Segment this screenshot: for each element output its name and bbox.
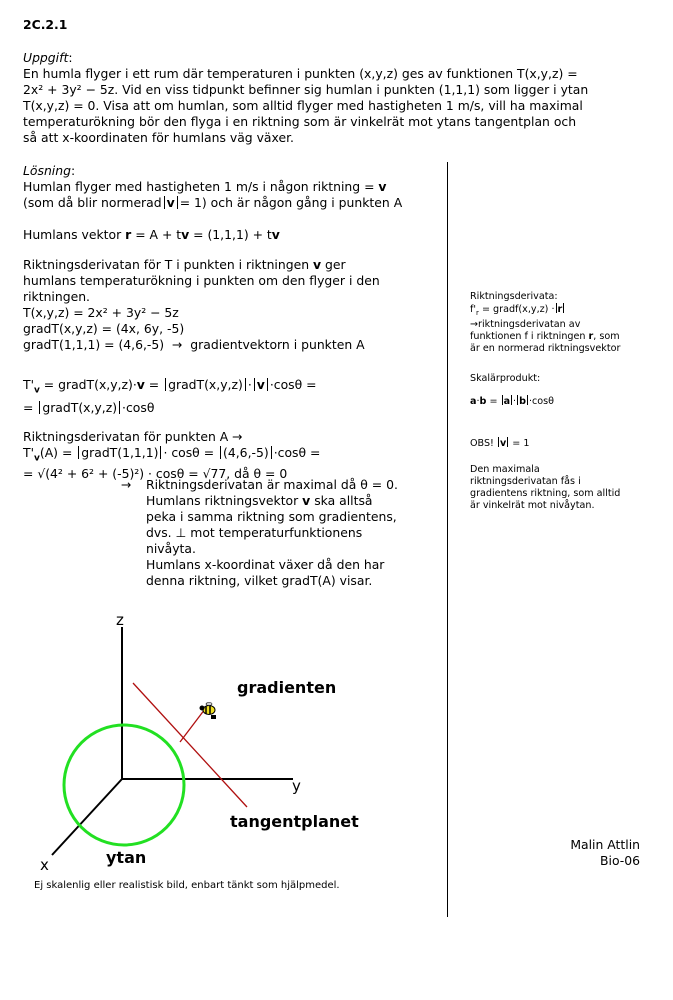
task-line: Vid en viss tidpunkt befinner sig humlan i punkten (1,1,1) som ligger i ytan	[122, 82, 589, 97]
sidebar-obs: OBS! v = 1	[470, 438, 530, 449]
gradient-formula: gradT(x,y,z) = (4x, 6y, -5)	[23, 321, 185, 336]
task-line: så att x-koordinaten för humlans väg växer.	[23, 130, 294, 145]
task-line: temperaturökning bör den flyga i en riktning som är vinkelrät mot ytans tangentplan och	[23, 114, 577, 129]
figure-caption: Ej skalenlig eller realistisk bild, enbart tänkt som hjälpmedel.	[34, 880, 340, 891]
solution-line: Humlan flyger med hastigheten 1 m/s i någon riktning = v	[23, 179, 387, 194]
gradient-at-point: gradT(1,1,1) = (4,6,-5) → gradientvektorn i punkten A	[23, 337, 365, 352]
axis-y-label: y	[292, 777, 301, 795]
figure-diagram	[20, 605, 370, 895]
task-line: T(x,y,z) = 0. Visa att om humlan, som alltid flyger med hastigheten 1 m/s, vill ha maximal	[23, 98, 583, 113]
derivative-section: Riktningsderivatan för T i punkten i riktningen v ger humlans temperaturökning i punkten om den flyger i den riktningen. T(x,y,z) = 2x² + 3y² − 5z gradT(x,y,z) = (4x, 6y, -5) gradT(1,1,1) = (4,6,-5) → gradientvektorn i punkten A	[23, 257, 380, 352]
tangent-plane-label: tangentplanet	[230, 812, 359, 831]
axis-z-label: z	[116, 611, 124, 629]
sidebar-directional-derivative: Riktningsderivata: $f'_r$ = gradf(x,y,z) · r →riktningsderivatan av funktionen f i riktningen r, som är en normerad riktningsvektor	[470, 291, 621, 354]
gradient-label: gradienten	[237, 678, 337, 697]
conclusion: Riktningsderivatan är maximal då θ = 0. Humlans riktningsvektor v ska alltså peka i samma riktning som gradientens, dvs. ⊥ mot temperaturfunktionens nivåyta. Humlans x-koordinat växer då den har denna riktning, vilket gradT(A) visar.	[146, 477, 398, 588]
sidebar-maximum: Den maximala riktningsderivatan fås i gradientens riktning, som alltid är vinkelrät mot nivåytan.	[470, 464, 621, 511]
tangent-plane-line	[133, 683, 247, 807]
author-name: Malin Attlin	[570, 837, 640, 852]
point-derivative: Riktningsderivatan för punkten A → $T'_v(A)$ = gradT(1,1,1) · cosθ = (4,6,-5) ·cosθ = = √(4² + 6² + (-5)²) · cosθ = √77, då θ = 0	[23, 429, 321, 482]
temperature-function: T(x,y,z) = 2x² + 3y² − 5z	[23, 305, 179, 320]
axis-x-label: x	[40, 856, 49, 874]
author-class: Bio-06	[600, 853, 640, 868]
vector-equation: Humlans vektor r = A + tv = (1,1,1) + tv	[23, 227, 280, 242]
task-formula: 2x² + 3y² − 5z.	[23, 82, 119, 97]
conclusion-arrow: →	[121, 477, 132, 492]
gradient-line	[180, 709, 205, 742]
solution-section: Lösning: Humlan flyger med hastigheten 1 m/s i någon riktning = v (som då blir normerad v = 1) och är någon gång i punkten A Humlans vektor r = A + tv = (1,1,1) + tv	[23, 163, 403, 242]
solution-heading: Lösning	[23, 163, 71, 178]
bumblebee-icon	[200, 703, 217, 720]
dot-product-equation: $T'_v$ = gradT(x,y,z)·v = gradT(x,y,z) · v ·cosθ = = gradT(x,y,z) ·cosθ	[23, 377, 317, 416]
surface-circle	[64, 725, 184, 845]
surface-label: ytan	[106, 848, 147, 867]
solution-line: (som då blir normerad v = 1) och är någon gång i punkten A	[23, 195, 403, 210]
author-block	[570, 837, 640, 869]
task-line: En humla flyger i ett rum där temperaturen i punkten (x,y,z) ges av funktionen T(x,y,z) =	[23, 66, 578, 81]
task-heading: Uppgift	[23, 50, 69, 65]
task-section: Uppgift: En humla flyger i ett rum där temperaturen i punkten (x,y,z) ges av funktionen T(x,y,z) = 2x² + 3y² − 5z. Vid en viss tidpunkt befinner sig humlan i punkten (1,1,1) som ligger i ytan T(x,y,z) = 0. Visa att om humlan, som alltid flyger med hastigheten 1 m/s, vill ha maximal temperaturökning bör den flyga i en riktning som är vinkelrät mot ytans tangentplan och så att x-koordinaten för humlans väg växer.	[23, 50, 589, 145]
page-title: 2C.2.1	[23, 17, 68, 32]
sidebar-scalar-product: Skalärprodukt: a·b = a · b ·cosθ	[470, 373, 555, 407]
column-divider	[447, 162, 448, 917]
